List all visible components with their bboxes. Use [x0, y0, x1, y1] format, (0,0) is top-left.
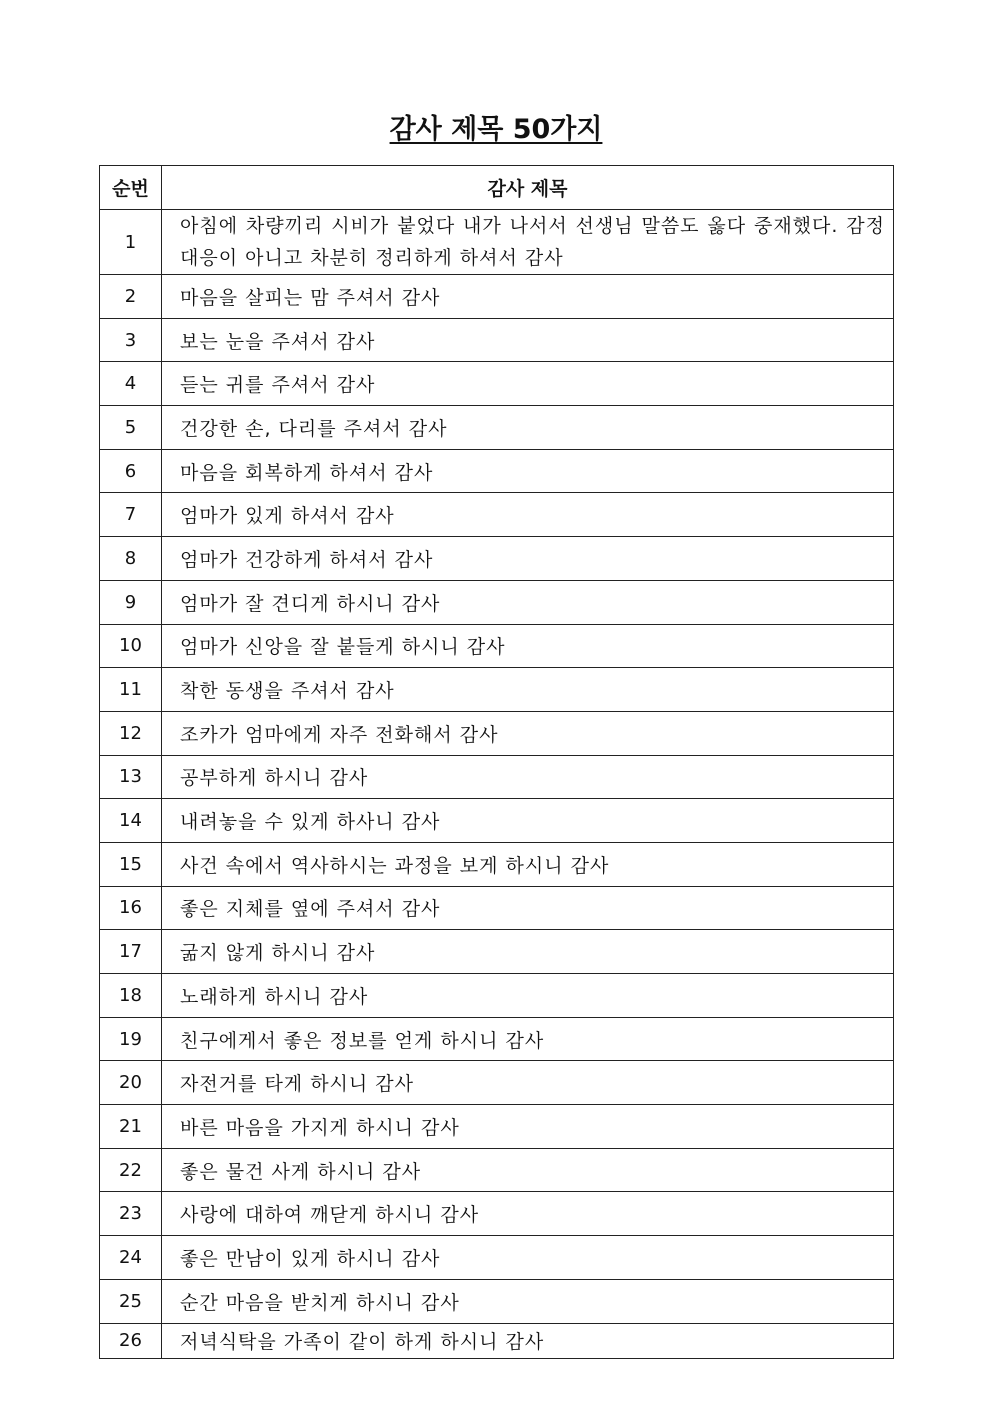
- row-number: 16: [100, 886, 162, 930]
- row-text: 착한 동생을 주셔서 감사: [162, 668, 894, 712]
- table-row: [100, 886, 894, 930]
- table-row: [100, 624, 894, 668]
- row-text: 노래하게 하시니 감사: [162, 974, 894, 1018]
- row-text: 엄마가 잘 견디게 하시니 감사: [162, 580, 894, 624]
- table-row: [100, 275, 894, 319]
- header-num: 순번: [100, 166, 162, 210]
- row-text: 듣는 귀를 주셔서 감사: [162, 362, 894, 406]
- table-row: [100, 537, 894, 581]
- row-number: 18: [100, 974, 162, 1018]
- row-number: 25: [100, 1279, 162, 1323]
- row-text: 보는 눈을 주셔서 감사: [162, 318, 894, 362]
- table-row: [100, 580, 894, 624]
- table-row: [100, 362, 894, 406]
- row-number: 11: [100, 668, 162, 712]
- table-row: [100, 406, 894, 450]
- row-number: 13: [100, 755, 162, 799]
- table-row: [100, 799, 894, 843]
- row-text: 내려놓을 수 있게 하사니 감사: [162, 799, 894, 843]
- table-row: [100, 318, 894, 362]
- table-row: [100, 493, 894, 537]
- row-text: 엄마가 신앙을 잘 붙들게 하시니 감사: [162, 624, 894, 668]
- table-row: [100, 1105, 894, 1149]
- table-header-row: [100, 166, 894, 210]
- row-number: 3: [100, 318, 162, 362]
- header-text: 감사 제목: [162, 166, 894, 210]
- row-text: 아침에 차량끼리 시비가 붙었다 내가 나서서 선생님 말씀도 옳다 중재했다. 감정대응이 아니고 차분히 정리하게 하셔서 감사: [162, 210, 894, 275]
- row-number: 26: [100, 1323, 162, 1358]
- table-row: [100, 668, 894, 712]
- row-text: 사건 속에서 역사하시는 과정을 보게 하시니 감사: [162, 842, 894, 886]
- row-text: 엄마가 있게 하셔서 감사: [162, 493, 894, 537]
- row-number: 19: [100, 1017, 162, 1061]
- row-number: 6: [100, 449, 162, 493]
- page-title-text: 감사 제목 50가지: [389, 114, 603, 145]
- row-number: 7: [100, 493, 162, 537]
- table-row: [100, 1279, 894, 1323]
- row-number: 1: [100, 210, 162, 275]
- row-text: 친구에게서 좋은 정보를 얻게 하시니 감사: [162, 1017, 894, 1061]
- row-number: 12: [100, 711, 162, 755]
- row-text: 좋은 만남이 있게 하시니 감사: [162, 1236, 894, 1280]
- table-row: [100, 449, 894, 493]
- gratitude-table: [99, 165, 894, 1359]
- table-row: [100, 755, 894, 799]
- row-number: 15: [100, 842, 162, 886]
- row-number: 2: [100, 275, 162, 319]
- row-text: 굶지 않게 하시니 감사: [162, 930, 894, 974]
- row-number: 17: [100, 930, 162, 974]
- row-text: 마음을 살피는 맘 주셔서 감사: [162, 275, 894, 319]
- table-row: [100, 1192, 894, 1236]
- row-text: 건강한 손, 다리를 주셔서 감사: [162, 406, 894, 450]
- table-row: [100, 974, 894, 1018]
- row-text: 좋은 지체를 옆에 주셔서 감사: [162, 886, 894, 930]
- table-row: [100, 210, 894, 275]
- table-row: [100, 1148, 894, 1192]
- table-row: [100, 1323, 894, 1358]
- row-number: 8: [100, 537, 162, 581]
- row-number: 10: [100, 624, 162, 668]
- table-row: [100, 711, 894, 755]
- row-number: 23: [100, 1192, 162, 1236]
- row-number: 4: [100, 362, 162, 406]
- row-text: 저녁식탁을 가족이 같이 하게 하시니 감사: [162, 1323, 894, 1358]
- row-number: 21: [100, 1105, 162, 1149]
- table-row: [100, 1236, 894, 1280]
- row-text: 순간 마음을 받치게 하시니 감사: [162, 1279, 894, 1323]
- row-number: 14: [100, 799, 162, 843]
- row-number: 9: [100, 580, 162, 624]
- row-text: 자전거를 타게 하시니 감사: [162, 1061, 894, 1105]
- row-number: 22: [100, 1148, 162, 1192]
- table-row: [100, 1061, 894, 1105]
- row-text: 조카가 엄마에게 자주 전화해서 감사: [162, 711, 894, 755]
- row-text: 공부하게 하시니 감사: [162, 755, 894, 799]
- row-text: 사랑에 대하여 깨닫게 하시니 감사: [162, 1192, 894, 1236]
- row-number: 24: [100, 1236, 162, 1280]
- row-text: 마음을 회복하게 하셔서 감사: [162, 449, 894, 493]
- row-text: 엄마가 건강하게 하셔서 감사: [162, 537, 894, 581]
- table-row: [100, 842, 894, 886]
- row-text: 좋은 물건 사게 하시니 감사: [162, 1148, 894, 1192]
- table-row: [100, 1017, 894, 1061]
- table-row: [100, 930, 894, 974]
- row-text: 바른 마음을 가지게 하시니 감사: [162, 1105, 894, 1149]
- page-title: [0, 108, 992, 152]
- row-number: 20: [100, 1061, 162, 1105]
- row-number: 5: [100, 406, 162, 450]
